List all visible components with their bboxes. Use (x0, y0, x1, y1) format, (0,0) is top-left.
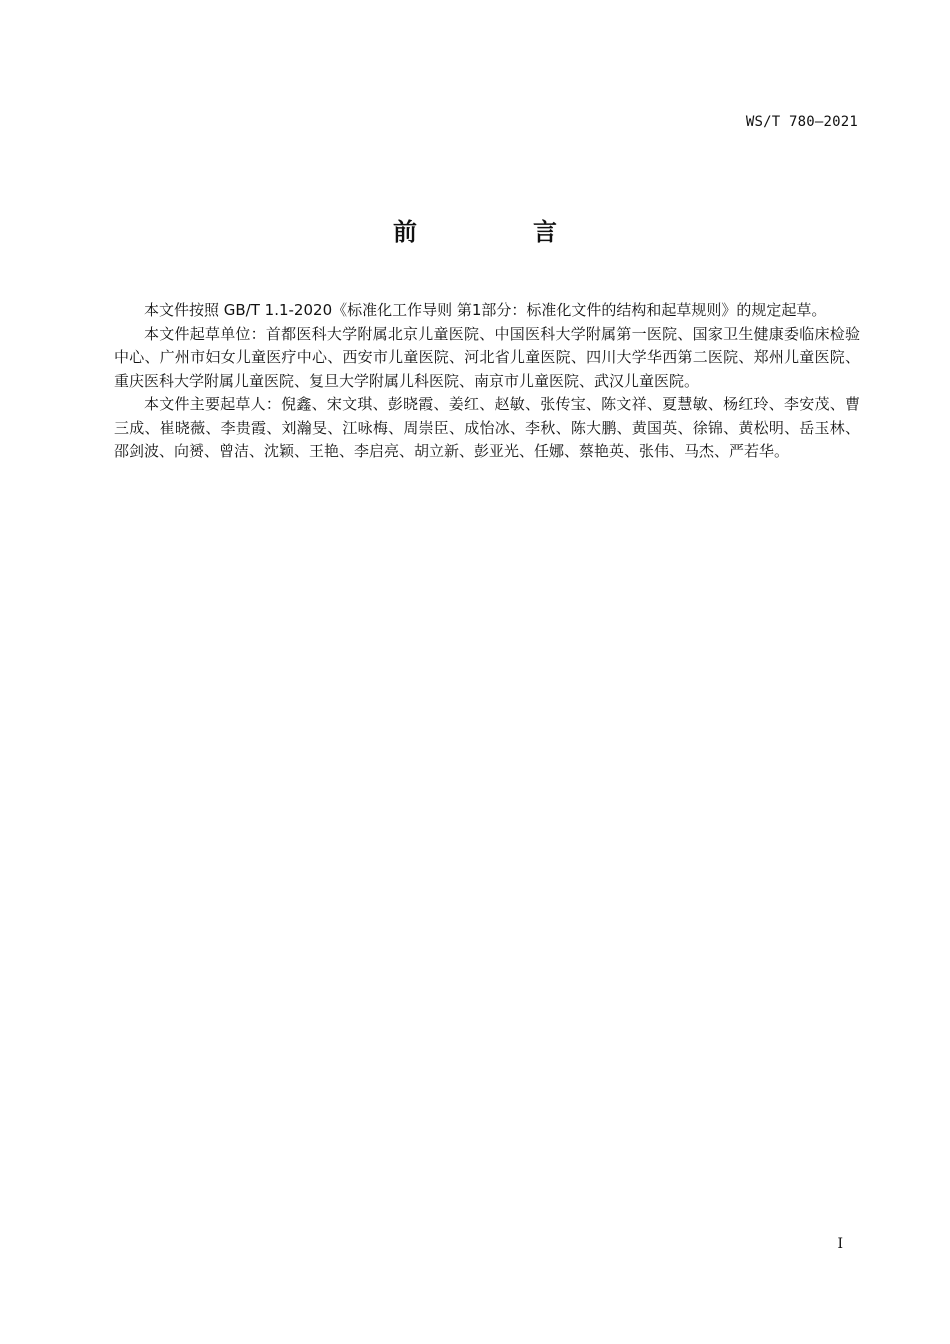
standard-code: WS/T 780—2021 (745, 114, 858, 130)
paragraph-drafting-units: 本文件起草单位：首都医科大学附属北京儿童医院、中国医科大学附属第一医院、国家卫生健康委临床检验中心、广州市妇女儿童医疗中心、西安市儿童医院、河北省儿童医院、四川大学华西第二医院、郑州儿童医院、重庆医科大学附属儿童医院、复旦大学附属儿科医院、南京市儿童医院、武汉儿童医院。 (114, 324, 860, 390)
foreword-body (114, 299, 860, 464)
paragraph-standard-basis: 本文件按照 GB/T 1.1-2020《标准化工作导则 第1部分：标准化文件的结构和起草规则》的规定起草。 (144, 301, 827, 319)
page-title: 前 言 (393, 218, 603, 246)
paragraph-drafters: 本文件主要起草人：倪鑫、宋文琪、彭晓霞、姜红、赵敏、张传宝、陈文祥、夏慧敏、杨红玲、李安茂、曹三成、崔晓薇、李贵霞、刘瀚旻、江咏梅、周崇臣、成怡冰、李秋、陈大鹏、黄国英、徐锦、黄松明、岳玉林、邵剑波、向赟、曾洁、沈颖、王艳、李启亮、胡立新、彭亚光、任娜、蔡艳英、张伟、马杰、严若华。 (114, 395, 860, 460)
page-number: I (837, 1236, 843, 1252)
